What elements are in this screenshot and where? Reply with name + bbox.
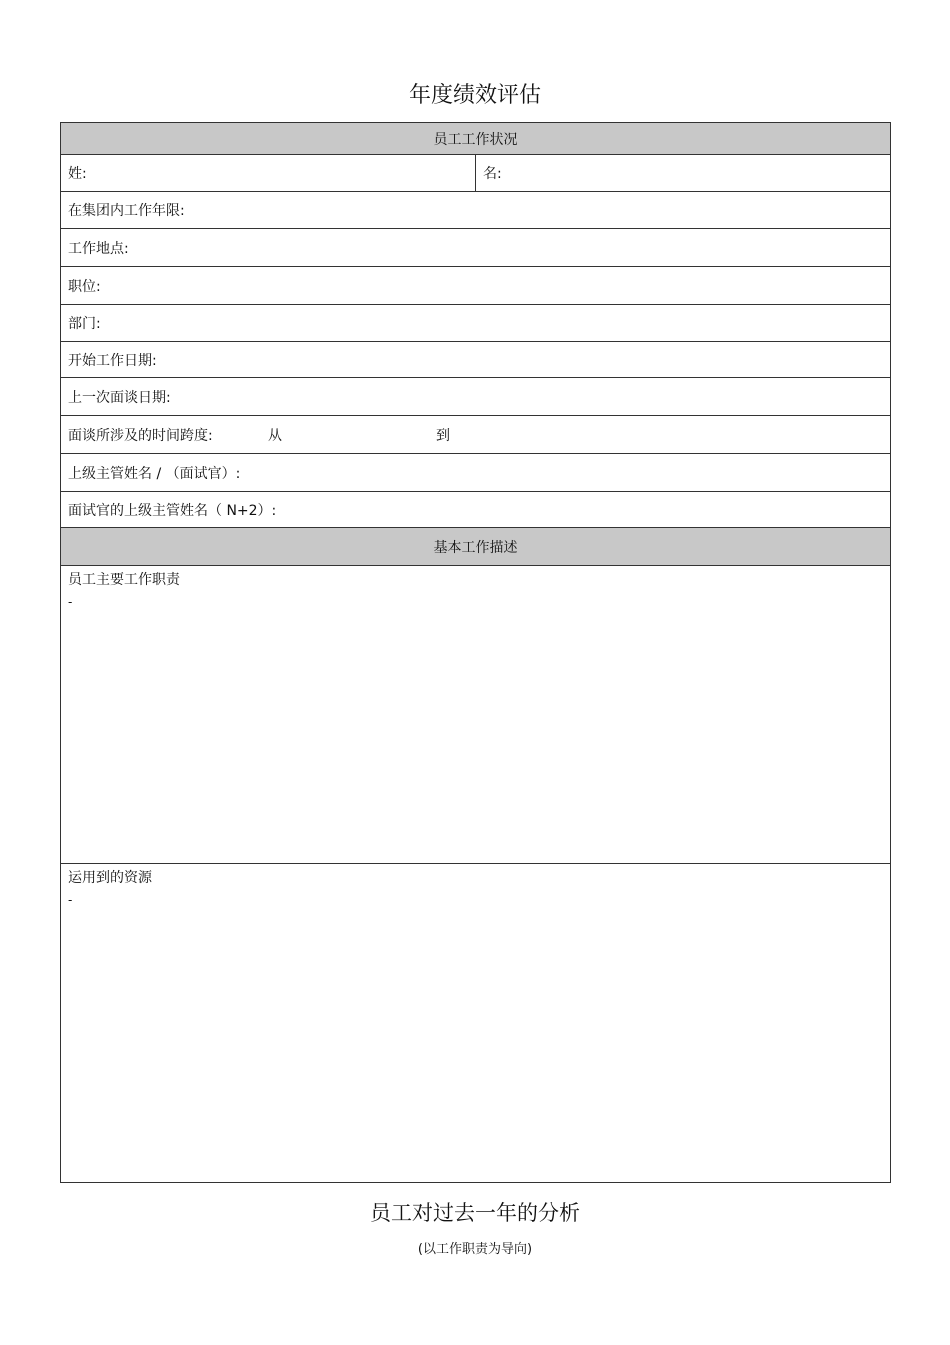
surname-field[interactable] [61,155,476,191]
section-header-employee-status: 员工工作状况 [61,123,890,155]
department-field[interactable] [61,305,890,342]
position-field[interactable] [61,267,890,305]
page-title: 年度绩效评估 [408,83,541,108]
department-label: 部门: [68,316,101,332]
supervisor-name-label: 上级主管姓名 / （面试官）: [68,465,241,482]
resources-box[interactable] [61,864,890,1182]
last-interview-date-field[interactable] [61,378,890,416]
given-name-label: 名: [483,166,502,182]
interviewer-supervisor-label: 面试官的上级主管姓名（ N+2）: [68,502,277,519]
analysis-title: 员工对过去一年的分析 [370,1201,580,1225]
name-row [61,155,890,192]
start-date-field[interactable] [61,342,890,378]
main-duties-box[interactable] [61,566,890,864]
resources-label: 运用到的资源 [68,870,152,886]
period-to-label: 到 [436,427,450,444]
work-location-label: 工作地点: [68,240,129,257]
last-interview-date-label: 上一次面谈日期: [68,389,171,406]
position-label: 职位: [68,278,101,295]
period-from-label: 从 [268,427,282,444]
section-header-job-description: 基本工作描述 [61,528,890,566]
given-name-field[interactable] [476,155,502,191]
start-date-label: 开始工作日期: [68,352,157,369]
resources-value: - [68,893,73,907]
interview-period-field[interactable] [61,416,890,454]
years-in-group-field[interactable] [61,192,890,229]
main-duties-value: - [68,595,73,609]
interviewer-supervisor-field[interactable] [61,492,890,528]
analysis-note: (以工作职责为导向) [417,1242,533,1257]
surname-label: 姓: [68,166,87,182]
interview-period-label: 面谈所涉及的时间跨度: [68,427,213,444]
main-duties-label: 员工主要工作职责 [68,572,180,588]
years-in-group-label: 在集团内工作年限: [68,203,185,219]
supervisor-name-field[interactable] [61,454,890,492]
evaluation-form [60,122,891,1183]
work-location-field[interactable] [61,229,890,267]
